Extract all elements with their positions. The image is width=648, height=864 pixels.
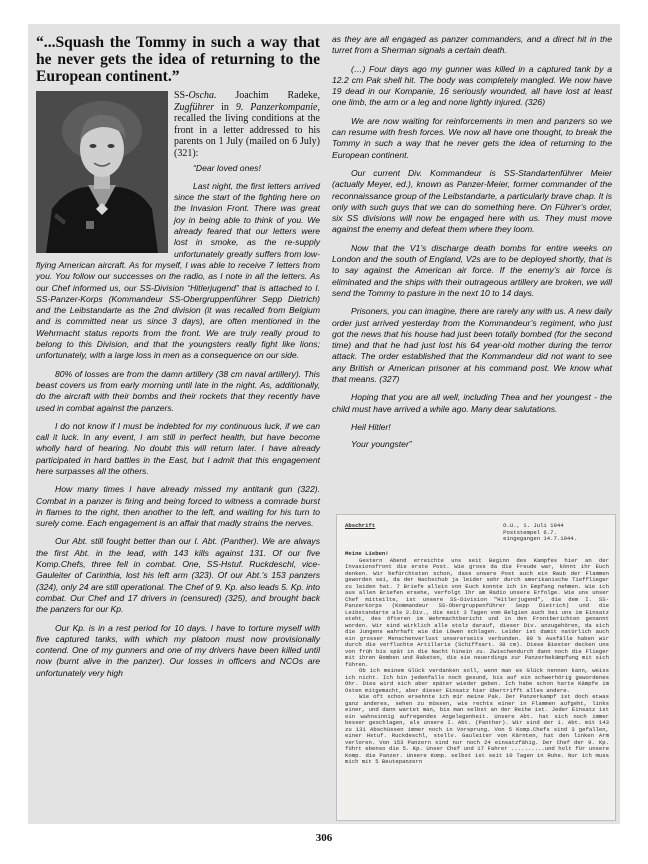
letter-paragraph: I do not know if I must be indebted for my continuous luck, if we can call it luck. In any event, I am still in perfect health, but have become wholly hard of hearing. No doubt this will return later. I have already participated in hard battles in the East, but I admit that this engagement here surpasses all the others. <box>36 420 320 476</box>
intro-part4: , recalled the living conditions at the front in a letter addressed to his parents on 1 July (mailed on 6 July) (321): <box>174 101 320 159</box>
letter-paragraph: as they are all engaged as panzer commanders, and a direct hit in the turret from a Sherman signals a certain death. <box>332 34 612 56</box>
facsimile-line: Wie oft schon ersehnte ich mir meine Pak. Der Panzerkampf ist doch etwas ganz anderes, sehen zu müssen, wie rechts einer in Flammen aufgeht, links einer, und dann wartet man, bis man selbst an der Reihe ist. Jeder Einsatz ist ein wahnsinnig aufregendes Angelegenheit. Unsere Abt. hat sich noch immer besser geschlagen, als unsere I. Abt. (Panther). Wir sind der 1. Abt. mit 143 zu 131 Abschüssen immer noch in Vorsprung. Von 5 Komp.Chefs sind 3 gefallen, einer Hstuf. Ruckdeschl, stellv. Gauleiter von Kärnten, hat den linken Arm verloren. Von 153 Panzern sind nur noch 24 einsatzfähig. Der Chef der 9. Kp. führt ebenso die 5. Kp. Unser Chef und 17 Fahrer ..........und holt für unsere Komp. die Panzer. Unsere Komp. selbst ist seit 10 Tagen in Ruhe. Nur ich muss mich mit 5 Beutepanzern <box>345 693 609 765</box>
letter-paragraph: How many times I have already missed my antitank gun (322). Combat in a panzer is firing and being forced to witness a comrade burst in flames to the right, then another to the left, and waiting for his turn to surely come. Each engagement is an affair that madly strains the nerves. <box>36 484 320 529</box>
facsimile-line: Ob ich meinem Glück verdanken soll, wenn man es Glück nennen kann, weiss ich nicht. Ich bin jedenfalls noch gesund, bis auf ein schwerhörig gewordenes Ohr. Dies wird sich aber später wieder geben. Ich habe schon harte Kämpfe im Osten mitgemacht, aber dieser Einsatz hier übertrifft alles andere. <box>345 667 609 694</box>
letter-paragraph: Our current Div. Kommandeur is SS-Standartenführer Meier (actually Meyer, ed.), known as Panzer-Meier, former commander of the reconnaissance group of the Leibstandarte, a particularly brave chap. It is only with such guys that we can do something here. On Führer’s order, six SS divisions will now be engaged here with us. They must move against the enemy and defeat them where they loom. <box>332 167 612 235</box>
portrait-image <box>36 91 168 253</box>
letter-paragraph: Hoping that you are all well, including Thea and her youngest - the child must have arrived a while ago. Many dear salutations. <box>332 392 612 414</box>
intro-part1: SS- <box>174 90 189 101</box>
letter-paragraph: Our Abt. still fought better than our I. Abt. (Panther). We are always the first Abt. in the lead, with 143 kills against 131. Of our five Komp.Chefs, three fell in combat. One, SS-Hstuf. Ruckdeschl, vice-Gauleiter of Carinthia, lost his left arm (323). Of our Abt.’s 153 panzers (324), only 24 are still operational. The Chef of 9. Kp. also leads 5. Kp. into combat. Our Chef and 17 drivers in (censured) (325), and brought back the panzers for our Kp. <box>36 536 320 615</box>
facsimile-header-meta <box>503 523 577 543</box>
letter-paragraph: (…) Four days ago my gunner was killed in a captured tank by a 12.2 cm Pak shell hit. The body was completely mangled. We now have 19 dead in our Kompanie, 16 seriously wounded, all have lost at least one limb, the arm or a leg and none lightly injured. (326) <box>332 63 612 108</box>
page-panel <box>28 24 620 824</box>
intro-part3: in <box>214 101 236 113</box>
intro-part2: Joachim Radeke, <box>216 90 320 101</box>
letter-paragraph: Prisoners, you can imagine, there are rarely any with us. A new daily order just arrived yesterday from the Kommandeur’s regiment, who just got the news that his house had just been totally bombed (for the second time) and that he had just lost his 64 year-old mother during the terror attack. The order established that the Kommandeur did not want to see any British or American prisoner at his command post. We know what that means. (327) <box>332 306 612 385</box>
article-heading: “...Squash the Tommy in such a way that he never gets the idea of returning to the European continent.” <box>36 34 320 85</box>
soldier-portrait-photo <box>36 91 168 253</box>
closing-signature: Your youngster” <box>351 439 412 450</box>
letter-paragraph: Our Kp. is in a rest period for 10 days. I have to torture myself with five captured tanks, with which my platoon must now provisionally contend. One of my gunners and one of my drivers have been killed until now (burnt alive in the panzer). Our losses in officers and NCOs are unfortunately very high <box>36 622 320 678</box>
intro-rank: Oscha. <box>188 90 217 101</box>
closing-salute: Heil Hitler! <box>351 421 391 432</box>
left-column <box>36 34 320 686</box>
facsimile-line: Gestern Abend erreichte uns seit Beginn des Kampfes hier an der Invasionsfront die erste Post. Wie gross da die Freude war, könnt ihr Euch denken. Wir befürchteten schon, dass unsere Post auch ein Raub der Flammen geworden sei, da der Nachschub ja leider sehr durch amerikanische Tiefflieger zu leiden hat. 7 Briefe allein von Euch konnte ich in Empfang nehmen. Wie ich aus allen Briefen ersehe, verfolgt Ihr am Radio unsere Erfolge. Wie uns unser Chef mitteilte, ist unsere SS-Division "Hitlerjugend", die dem I. SS-Panzerkorps (Kommandeur SS-Obergruppenführer Sepp Dietrich) und die Leibstandarte als 2.Div., die seit 3 Tagen vom Belgien auch bei uns im Einsatz steht, des öfteren im Wehrmachtbericht und in den Frontberichten genannt worden. Wir sind wirklich alle stolz darauf, dieser Div. anzugehören, da sich die Jungens wahrhaft wie die Löwen schlagen. Leider ist damit natürlich auch ein grosser Menschenverlust unsererseits verbunden. 80 % Ausfälle haben wir durch die verfluchte Artillerie (Schiffsart. 38 cm). Diese Biester decken uns von früh bis spät in die Nacht hinein zu. Zwischendurch dann noch die Flieger mit ihren Bomben und Raketen, die sie neuerdings zur Panzerbekämpfung mit sich führen. <box>345 556 609 668</box>
letter-paragraph: 80% of losses are from the damn artillery (38 cm naval artillery). This beast covers us from early morning until late in the night. As, additionally, do the aircraft with their bombs and their rockets that they recently have used in combat against the panzers. <box>36 368 320 413</box>
facsimile-body <box>345 551 609 766</box>
facsimile-greeting: Meine Lieben! <box>345 550 389 557</box>
right-column <box>332 34 612 457</box>
intro-unit: 9. Panzerkompanie <box>235 101 318 113</box>
letter-paragraph: Now that the V1’s discharge death bombs for entire weeks on London and the south of England, V2s are to be deployed shortly, that is to say against the American air force. If the enemy’s air force is eliminated and the ships with their outrageous artillery are broken, we will send the Tommy to pasture in the next 10 to 14 days. <box>332 242 612 298</box>
intro-role: Zugführer <box>174 101 215 113</box>
facsimile-received: eingegangen 14.7.1944. <box>503 535 577 542</box>
letter-paragraph: Last night, the first letters arrived since the start of the fighting here on the Invasion Front. There was great joy in being able to think of you. We already feared that our letters were lost in smoke, as the re-supply unfortunately greatly suffers from low-flying American aircraft. As for myself, I was able to receive 7 letters from you. You follow our successes on the radio, as I note in all the letters. As our Chef informed us, our SS-Division “Hitlerjugend” that is attached to I. SS-Panzer-Korps (Kommandeur SS-Obergruppenführer Sepp Dietrich) and the Leibstandarte as the 2nd division (it was recalled from Belgium and is committed near us since 3 days), are often mentioned in the Wehrmacht status reports from the front. We are truly really proud to belong to this Division, and that the youngsters really fight like lions; unfortunately, with a large loss in men as a consequence on our side. <box>36 180 320 361</box>
facsimile-postmark: Poststempel 6.7. <box>503 528 557 536</box>
letter-greeting: “Dear loved ones! <box>193 162 261 173</box>
facsimile-header-label: Abschrift <box>345 522 376 529</box>
page-number: 306 <box>315 832 333 844</box>
facsimile-date: O.U., 1. Juli 1944 <box>503 522 564 529</box>
typed-letter-facsimile <box>336 514 616 821</box>
letter-paragraph: We are now waiting for reinforcements in men and panzers so we can resume with fresh forces. We now all have one thought, to break the Tommy in such a way that he never gets the idea of returning to the European continent. <box>332 115 612 160</box>
